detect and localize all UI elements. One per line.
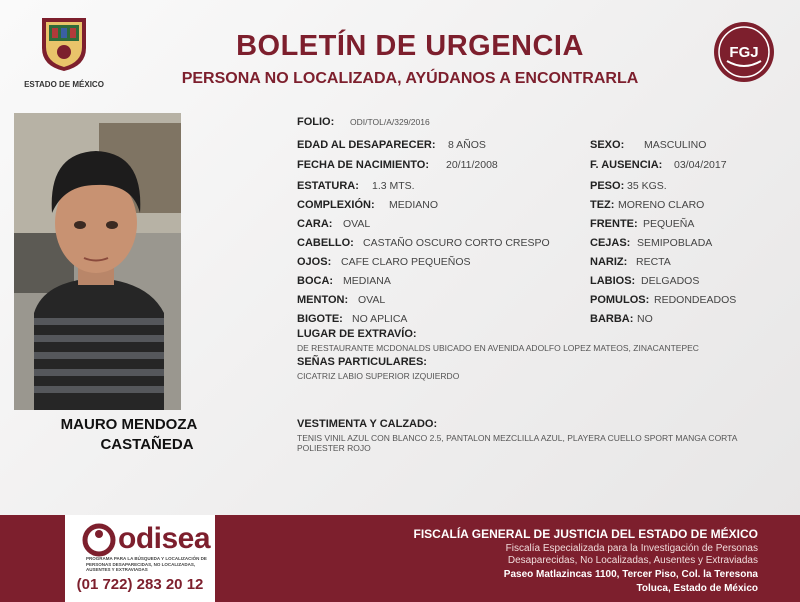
boca-label: BOCA: — [297, 275, 334, 287]
cara-label: CARA: — [297, 218, 333, 230]
ausencia-label: F. AUSENCIA: — [590, 159, 663, 171]
agency-unit-line2: Desaparecidas, No Localizadas, Ausentes y Extraviadas — [507, 555, 758, 566]
agency-name: FISCALÍA GENERAL DE JUSTICIA DEL ESTADO DE MÉXICO — [413, 527, 758, 541]
labios-label: LABIOS: — [590, 275, 636, 287]
peso-value: 35 KGS. — [627, 180, 667, 192]
agency-unit-line1: Fiscalía Especializada para la Investigación de Personas — [505, 543, 758, 554]
odisea-logo-text: odisea — [118, 522, 211, 555]
lugar-value: DE RESTAURANTE MCDONALDS UBICADO EN AVENIDA ADOLFO LOPEZ MATEOS, ZINACANTEPEC — [297, 343, 699, 353]
person-name-line2: CASTAÑEDA — [100, 436, 194, 453]
sexo-value: MASCULINO — [644, 139, 707, 151]
tez-value: MORENO CLARO — [618, 199, 705, 211]
vestimenta-value: TENIS VINIL AZUL CON BLANCO 2.5, PANTALON MEZCLILLA AZUL, PLAYERA CUELLO SPORT MANGA CORTA POLIESTER ROJO — [297, 433, 737, 453]
edad-value: 8 AÑOS — [448, 139, 486, 151]
agency-address-line1: Paseo Matlazincas 1100, Tercer Piso, Col. la Teresona — [503, 569, 758, 580]
folio-value: ODI/TOL/A/329/2016 — [350, 117, 430, 127]
nacimiento-value: 20/11/2008 — [446, 159, 498, 171]
complexion-value: MEDIANO — [389, 199, 439, 211]
bigote-label: BIGOTE: — [297, 313, 343, 325]
boca-value: MEDIANA — [343, 275, 391, 287]
page-title: BOLETÍN DE URGENCIA — [236, 30, 584, 62]
contact-phone: (01 722) 283 20 12 — [76, 576, 204, 593]
cabello-value: CASTAÑO OSCURO CORTO CRESPO — [363, 237, 550, 249]
menton-value: OVAL — [358, 294, 386, 306]
pomulos-value: REDONDEADOS — [654, 294, 737, 306]
estatura-value: 1.3 MTS. — [372, 180, 415, 192]
fgj-seal-icon — [713, 21, 775, 83]
senas-value: CICATRIZ LABIO SUPERIOR IZQUIERDO — [297, 371, 460, 381]
pomulos-label: POMULOS: — [590, 294, 650, 306]
senas-label: SEÑAS PARTICULARES: — [297, 356, 427, 368]
page-subtitle: PERSONA NO LOCALIZADA, AYÚDANOS A ENCONTRARLA — [181, 70, 639, 87]
folio-label: FOLIO: — [297, 116, 335, 128]
ausencia-value: 03/04/2017 — [674, 159, 727, 171]
edad-label: EDAD AL DESAPARECER: — [297, 139, 436, 151]
cejas-label: CEJAS: — [590, 237, 631, 249]
estado-label: ESTADO DE MÉXICO — [24, 80, 104, 89]
bigote-value: NO APLICA — [352, 313, 408, 325]
person-name-line1: MAURO MENDOZA — [60, 416, 198, 433]
nacimiento-label: FECHA DE NACIMIENTO: — [297, 159, 429, 171]
complexion-label: COMPLEXIÓN: — [297, 199, 375, 211]
barba-label: BARBA: — [590, 313, 634, 325]
estado-de-mexico-coat-of-arms-icon — [38, 14, 90, 72]
sexo-label: SEXO: — [590, 139, 625, 151]
ojos-label: OJOS: — [297, 256, 332, 268]
frente-value: PEQUEÑA — [643, 218, 695, 230]
person-photo — [14, 113, 181, 410]
peso-label: PESO: — [590, 180, 625, 192]
frente-label: FRENTE: — [590, 218, 638, 230]
labios-value: DELGADOS — [641, 275, 700, 287]
odisea-tagline: PROGRAMA PARA LA BÚSQUEDA Y LOCALIZACIÓN DE PERSONAS DESAPARECIDAS, NO LOCALIZADAS, AUSENTES Y EXTRAVIADAS — [86, 556, 207, 572]
barba-value: NO — [637, 313, 653, 325]
nariz-label: NARIZ: — [590, 256, 628, 268]
agency-address-line2: Toluca, Estado de México — [636, 583, 758, 594]
person-name — [14, 415, 244, 455]
estatura-label: ESTATURA: — [297, 180, 359, 192]
odisea-logo-icon — [82, 520, 116, 560]
lugar-label: LUGAR DE EXTRAVÍO: — [297, 328, 417, 340]
cejas-value: SEMIPOBLADA — [637, 237, 713, 249]
fgj-seal-text: FGJ — [729, 44, 759, 61]
cara-value: OVAL — [343, 218, 371, 230]
tez-label: TEZ: — [590, 199, 615, 211]
menton-label: MENTON: — [297, 294, 349, 306]
cabello-label: CABELLO: — [297, 237, 354, 249]
vestimenta-label: VESTIMENTA Y CALZADO: — [297, 418, 438, 430]
nariz-value: RECTA — [636, 256, 671, 268]
ojos-value: CAFE CLARO PEQUEÑOS — [341, 256, 471, 268]
